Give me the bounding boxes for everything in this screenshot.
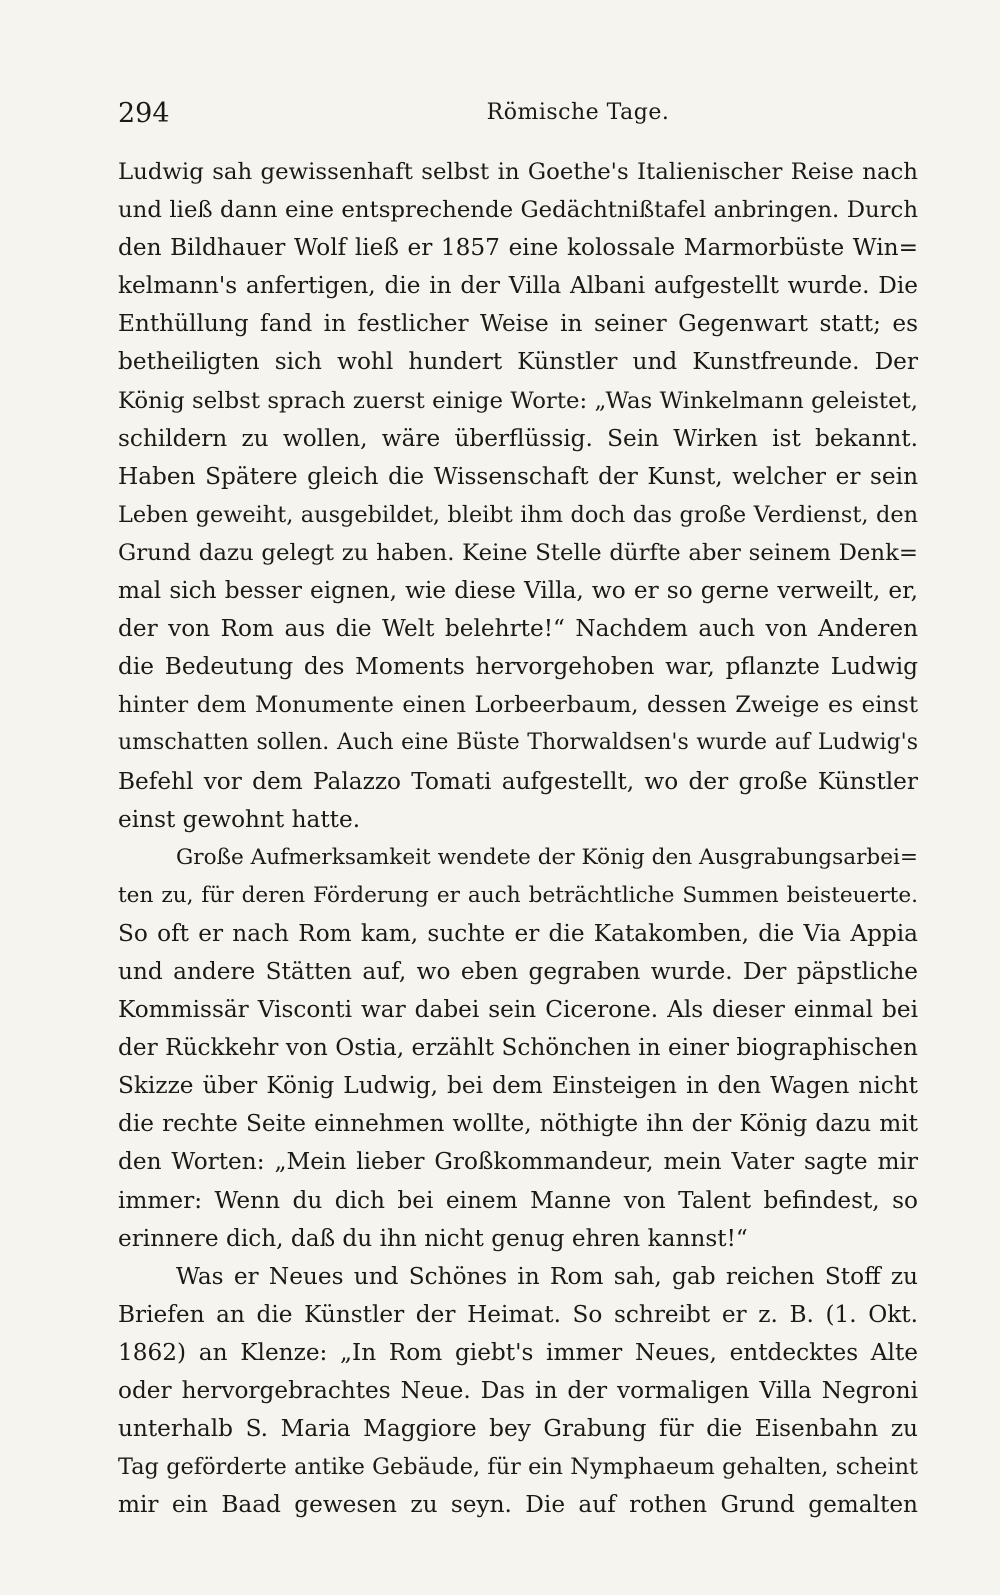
text-line: Briefen an die Künstler der Heimat. So schreibt er z. B. (1. Okt. bbox=[118, 1300, 918, 1328]
text-line: mir ein Baad gewesen zu seyn. Die auf rothen Grund gemalten bbox=[118, 1491, 918, 1519]
text-line: der von Rom aus die Welt belehrte!“ Nachdem auch von Anderen bbox=[118, 615, 918, 643]
text-line: 1862) an Klenze: „In Rom giebt's immer Neues, entdecktes Alte bbox=[118, 1338, 918, 1366]
text-line: einst gewohnt hatte. bbox=[118, 805, 361, 833]
text-line: den Worten: „Mein lieber Großkommandeur, mein Vater sagte mir bbox=[118, 1148, 918, 1176]
text-line: Kommissär Visconti war dabei sein Cicerone. Als dieser einmal bei bbox=[118, 996, 918, 1024]
page-header bbox=[118, 98, 918, 138]
text-line: ten zu, für deren Förderung er auch beträchtliche Summen beisteuerte. bbox=[118, 882, 918, 908]
text-line: So oft er nach Rom kam, suchte er die Katakomben, die Via Appia bbox=[118, 919, 918, 947]
text-line: betheiligten sich wohl hundert Künstler und Kunstfreunde. Der bbox=[118, 348, 918, 376]
text-line: Leben geweiht, ausgebildet, bleibt ihm doch das große Verdienst, den bbox=[118, 501, 918, 528]
text-line: immer: Wenn du dich bei einem Manne von Talent befindest, so bbox=[118, 1186, 918, 1214]
text-line: Was er Neues und Schönes in Rom sah, gab reichen Stoff zu bbox=[176, 1262, 918, 1290]
text-line: hinter dem Monumente einen Lorbeerbaum, dessen Zweige es einst bbox=[118, 692, 918, 719]
text-line: umschatten sollen. Auch eine Büste Thorwaldsen's wurde auf Ludwig's bbox=[118, 730, 918, 756]
text-line: und andere Stätten auf, wo eben gegraben wurde. Der päpstliche bbox=[118, 957, 918, 985]
text-line: Enthüllung fand in festlicher Weise in seiner Gegenwart statt; es bbox=[118, 310, 918, 338]
text-line: den Bildhauer Wolf ließ er 1857 eine kolossale Marmorbüste Win= bbox=[118, 234, 918, 262]
text-line: oder hervorgebrachtes Neue. Das in der vormaligen Villa Negroni bbox=[118, 1377, 918, 1404]
text-line: König selbst sprach zuerst einige Worte: „Was Winkelmann geleistet, bbox=[118, 387, 918, 414]
page-number: 294 bbox=[118, 98, 170, 129]
text-line: kelmann's anfertigen, die in der Villa Albani aufgestellt wurde. Die bbox=[118, 272, 918, 300]
text-line: Ludwig sah gewissenhaft selbst in Goethe's Italienischer Reise nach bbox=[118, 159, 918, 185]
text-line: Haben Spätere gleich die Wissenschaft der Kunst, welcher er sein bbox=[118, 462, 918, 490]
text-line: Tag geförderte antike Gebäude, für ein Nymphaeum gehalten, scheint bbox=[118, 1454, 918, 1481]
text-line: die Bedeutung des Moments hervorgehoben war, pflanzte Ludwig bbox=[118, 653, 918, 681]
text-line: Befehl vor dem Palazzo Tomati aufgestellt, wo der große Künstler bbox=[118, 767, 918, 795]
text-line: schildern zu wollen, wäre überflüssig. Sein Wirken ist bekannt. bbox=[118, 424, 918, 452]
text-line: mal sich besser eignen, wie diese Villa, wo er so gerne verweilt, er, bbox=[118, 577, 918, 605]
text-line: erinnere dich, daß du ihn nicht genug ehren kannst!“ bbox=[118, 1224, 748, 1252]
text-line: und ließ dann eine entsprechende Gedächtnißtafel anbringen. Durch bbox=[118, 197, 918, 224]
running-title: Römische Tage. bbox=[486, 100, 670, 125]
text-line: unterhalb S. Maria Maggiore bey Grabung für die Eisenbahn zu bbox=[118, 1415, 918, 1443]
text-line: Grund dazu gelegt zu haben. Keine Stelle dürfte aber seinem Denk= bbox=[118, 539, 918, 566]
text-line: der Rückkehr von Ostia, erzählt Schönchen in einer biographischen bbox=[118, 1034, 918, 1062]
text-line: Skizze über König Ludwig, bei dem Einsteigen in den Wagen nicht bbox=[118, 1072, 918, 1100]
text-line: die rechte Seite einnehmen wollte, nöthigte ihn der König dazu mit bbox=[118, 1110, 918, 1138]
body-text bbox=[118, 153, 918, 1524]
text-line: Große Aufmerksamkeit wendete der König den Ausgrabungsarbei= bbox=[176, 844, 918, 870]
